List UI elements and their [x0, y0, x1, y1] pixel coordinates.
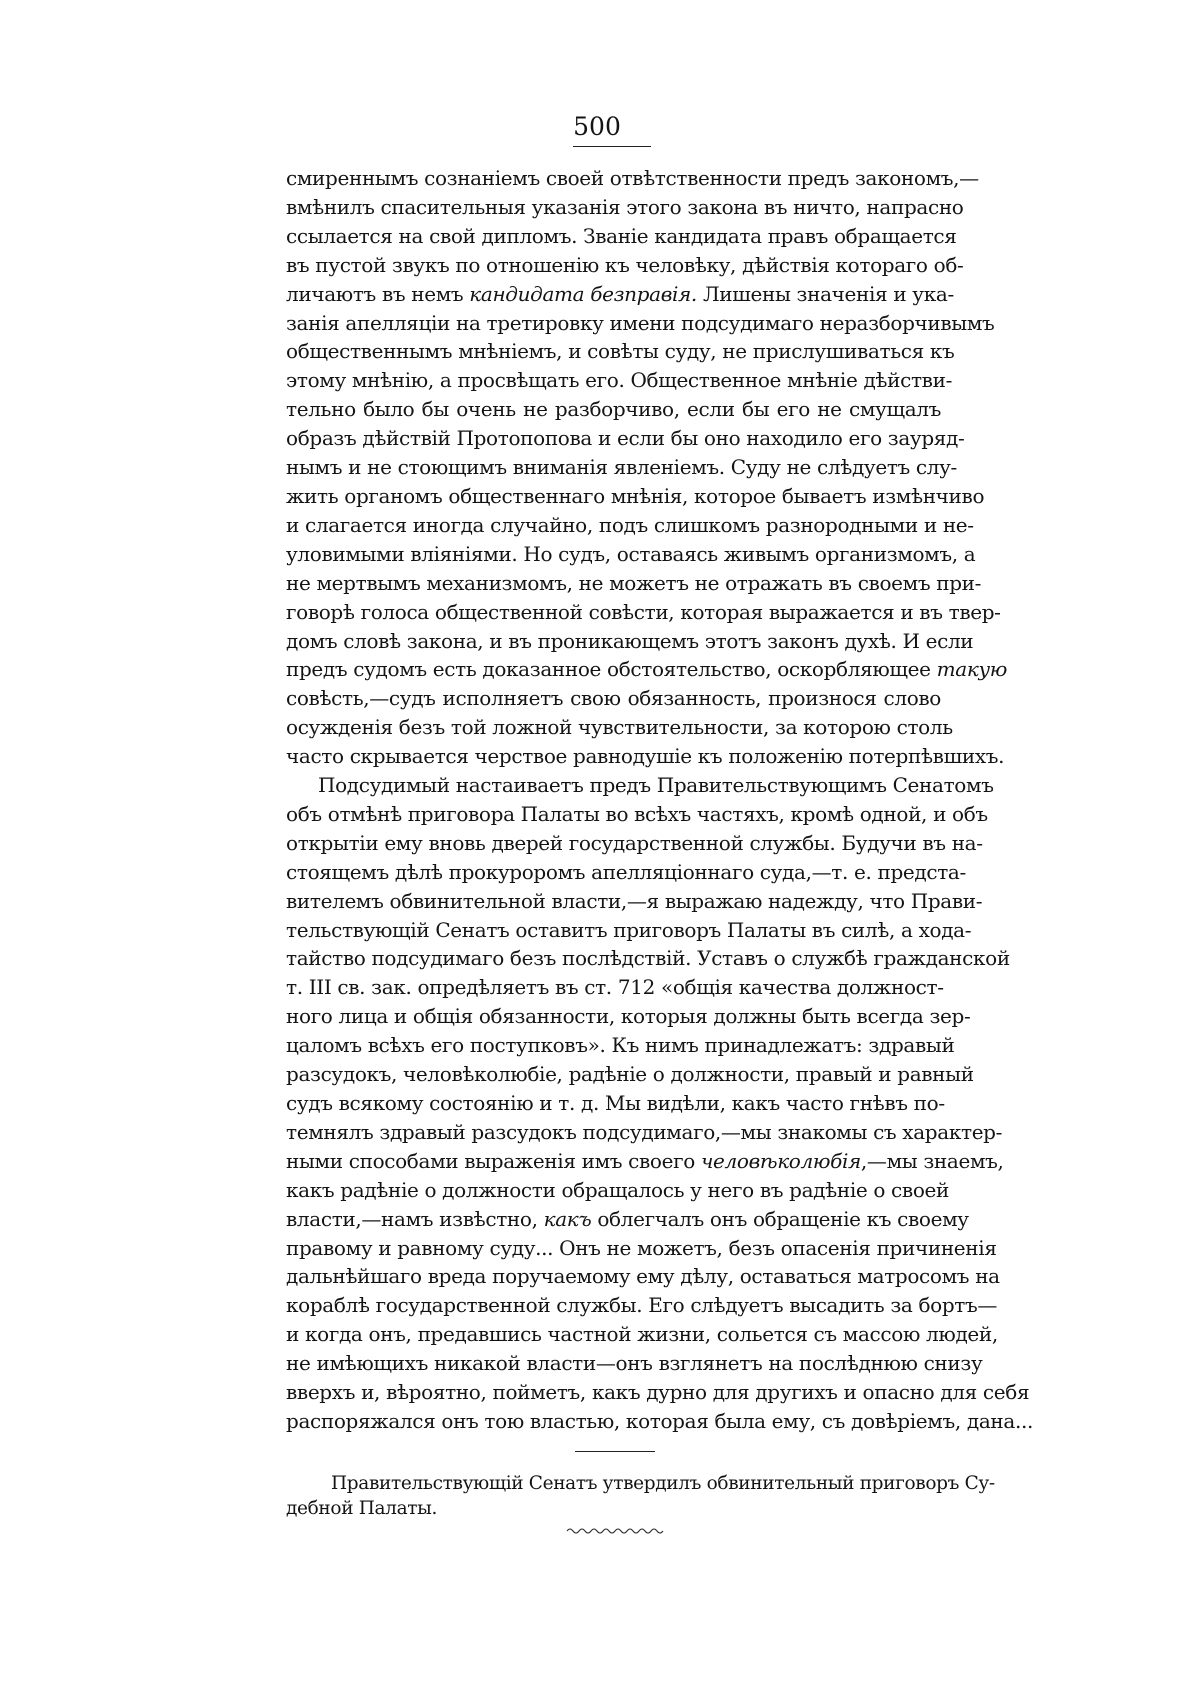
end-ornament — [565, 1526, 665, 1534]
footnote-separator — [575, 1451, 655, 1452]
italic-text: человѣколюбія — [700, 1148, 861, 1173]
text-line: жить органомъ общественнаго мнѣнія, которое бываетъ измѣнчиво — [286, 483, 985, 508]
text-line: и когда онъ, предавшись частной жизни, сольется съ массою людей, — [286, 1322, 998, 1347]
text-line: тельно было бы очень не разборчиво, если бы его не смущалъ — [286, 397, 941, 422]
text-line: т. III св. зак. опредѣляетъ въ ст. 712 «общія качества должност- — [286, 975, 944, 1000]
text-line: уловимыми вліяніями. Но судъ, оставаясь живымъ организмомъ, а — [286, 541, 976, 566]
text-line: разсудокъ, человѣколюбіе, радѣніе о должности, правый и равный — [286, 1062, 974, 1087]
text-line: занія апелляціи на третировку имени подсудимаго неразборчивымъ — [286, 310, 995, 335]
text-line: совѣсть,—судъ исполняетъ свою обязанность, произнося слово — [286, 686, 941, 711]
text-line: цаломъ всѣхъ его поступковъ». Къ нимъ принадлежатъ: здравый — [286, 1033, 955, 1058]
text-line: осужденія безъ той ложной чувствительности, за которою столь — [286, 715, 953, 740]
text-line: тельствующій Сенатъ оставитъ приговоръ Палаты въ силѣ, а хода- — [286, 917, 972, 942]
text-line: ссылается на свой дипломъ. Званіе кандидата правъ обращается — [286, 223, 957, 248]
text-line: Подсудимый настаиваетъ предъ Правительствующимъ Сенатомъ — [318, 773, 994, 798]
text-line: домъ словѣ закона, и въ проникающемъ этотъ законъ духѣ. И если — [286, 628, 974, 653]
text-line: Правительствующій Сенатъ утвердилъ обвинительный приговоръ Су- — [331, 1473, 995, 1494]
text-line: ного лица и общія обязанности, которыя должны быть всегда зер- — [286, 1004, 971, 1029]
footnote — [286, 1471, 995, 1521]
text-line: этому мнѣнію, а просвѣщать его. Общественное мнѣніе дѣйстви- — [286, 368, 952, 393]
text-line: общественнымъ мнѣніемъ, и совѣты суду, не прислушиваться къ — [286, 339, 955, 364]
text-line: вмѣнилъ спасительныя указанія этого закона въ ничто, напрасно — [286, 194, 964, 219]
italic-text: такую — [936, 657, 1007, 682]
text-line: не мертвымъ механизмомъ, не можетъ не отражать въ своемъ при- — [286, 570, 982, 595]
text-line: смиреннымъ сознаніемъ своей отвѣтственности предъ закономъ,— — [286, 166, 979, 190]
text-line: образъ дѣйствій Протопопова и если бы оно находило его зауряд- — [286, 426, 965, 451]
text-line: въ пустой звукъ по отношенію къ человѣку, дѣйствія котораго об- — [286, 252, 964, 277]
text-line: правому и равному суду... Онъ не можетъ, безъ опасенія причиненія — [286, 1235, 997, 1260]
text-line: дебной Палаты. — [286, 1498, 438, 1519]
italic-text: какъ — [543, 1206, 592, 1231]
text-line: вителемъ обвинительной власти,—я выражаю надежду, что Прави- — [286, 888, 983, 913]
text-line: темнялъ здравый разсудокъ подсудимаго,—мы знакомы съ характер- — [286, 1119, 1003, 1144]
text-line: судъ всякому состоянію и т. д. Мы видѣли, какъ часто гнѣвъ по- — [286, 1091, 945, 1115]
text-line: ными способами выраженія имъ своего человѣколюбія,—мы знаемъ, — [286, 1148, 1004, 1173]
text-line: личаютъ въ немъ кандидата безправія. Лишены значенія и ука- — [286, 281, 954, 306]
paragraph-2 — [286, 771, 1033, 1436]
text-line: распоряжался онъ тою властью, которая была ему, съ довѣріемъ, дана... — [286, 1408, 1033, 1433]
text-line: власти,—намъ извѣстно, какъ облегчалъ онъ обращеніе къ своему — [286, 1206, 969, 1231]
text-line: стоящемъ дѣлѣ прокуроромъ апелляціоннаго суда,—т. е. предста- — [286, 859, 966, 884]
text-line: не имѣющихъ никакой власти—онъ взглянетъ на послѣднюю снизу — [286, 1351, 983, 1376]
italic-text: кандидата безправія. — [469, 281, 697, 306]
header-rule — [573, 146, 651, 147]
text-line: дальнѣйшаго вреда поручаемому ему дѣлу, оставаться матросомъ на — [286, 1264, 1000, 1289]
body-text — [286, 164, 1033, 1436]
text-line: открытіи ему вновь дверей государственной службы. Будучи въ на- — [286, 830, 983, 855]
text-line: часто скрывается черствое равнодушіе къ положенію потерпѣвшихъ. — [286, 744, 1005, 769]
text-line: предъ судомъ есть доказанное обстоятельство, оскорбляющее такую — [286, 657, 1007, 682]
page-number: 500 — [573, 112, 621, 141]
text-line: какъ радѣніе о должности обращалось у него въ радѣніе о своей — [286, 1177, 949, 1202]
text-line: и слагается иногда случайно, подъ слишкомъ разнородными и не- — [286, 512, 974, 537]
text-line: тайство подсудимаго безъ послѣдствій. Уставъ о службѣ гражданской — [286, 946, 1010, 971]
text-line: кораблѣ государственной службы. Его слѣдуетъ высадить за бортъ— — [286, 1293, 998, 1318]
text-line: объ отмѣнѣ приговора Палаты во всѣхъ частяхъ, кромѣ одной, и объ — [286, 801, 988, 826]
text-line: нымъ и не стоющимъ вниманія явленіемъ. Суду не слѣдуетъ слу- — [286, 455, 957, 480]
text-line: вверхъ и, вѣроятно, пойметъ, какъ дурно для другихъ и опасно для себя — [286, 1380, 1030, 1405]
text-line: говорѣ голоса общественной совѣсти, которая выражается и въ твер- — [286, 599, 1001, 624]
paragraph-1 — [286, 164, 1007, 771]
